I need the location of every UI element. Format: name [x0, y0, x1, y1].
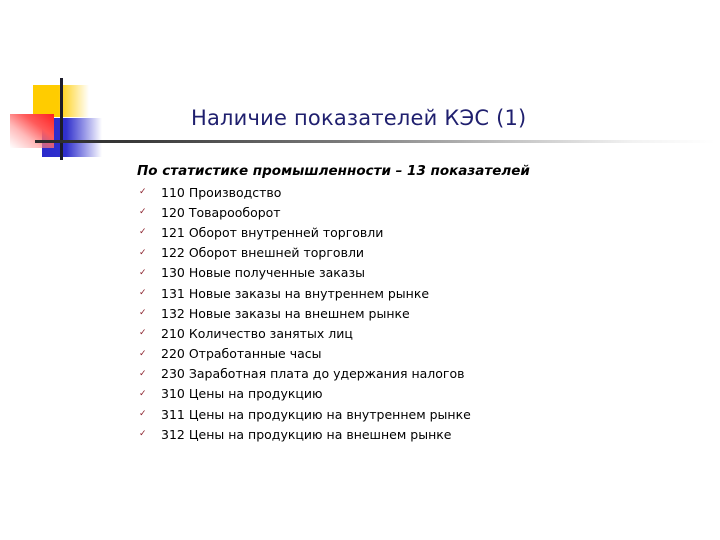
list-item: [137, 303, 471, 323]
checkmark-icon: ✓: [139, 267, 147, 278]
list-item-text: 131 Новые заказы на внутреннем рынке: [161, 285, 430, 301]
list-item: [137, 202, 471, 222]
checkmark-icon: ✓: [139, 328, 147, 339]
checkmark-icon: ✓: [139, 247, 147, 258]
list-item: [137, 263, 471, 283]
list-item: [137, 283, 471, 303]
slide-title: Наличие показателей КЭС (1): [191, 106, 527, 130]
checkmark-icon: ✓: [139, 348, 147, 359]
list-item: [137, 424, 471, 444]
list-item-text: 121 Оборот внутренней торговли: [161, 224, 384, 240]
list-item: [137, 404, 471, 424]
checkmark-icon: ✓: [139, 429, 147, 440]
list-item-text: 132 Новые заказы на внешнем рынке: [161, 305, 410, 321]
checkmark-icon: ✓: [139, 187, 147, 198]
section-heading: По статистике промышленности – 13 показателей: [137, 163, 530, 179]
checkmark-icon: ✓: [139, 207, 147, 218]
list-item: [137, 182, 471, 202]
list-item: [137, 344, 471, 364]
list-item-text: 110 Производство: [161, 184, 282, 200]
checkmark-icon: ✓: [139, 388, 147, 399]
list-item: [137, 323, 471, 343]
checkmark-icon: ✓: [139, 409, 147, 420]
checkmark-icon: ✓: [139, 288, 147, 299]
list-item-text: 122 Оборот внешней торговли: [161, 245, 365, 261]
list-item-text: 120 Товарооборот: [161, 204, 281, 220]
list-item-text: 311 Цены на продукцию на внутреннем рынке: [161, 406, 471, 422]
list-item-text: 130 Новые полученные заказы: [161, 265, 365, 281]
list-item-text: 210 Количество занятых лиц: [161, 325, 353, 341]
checkmark-icon: ✓: [139, 227, 147, 238]
list-item: [137, 384, 471, 404]
list-item: [137, 222, 471, 242]
checkmark-icon: ✓: [139, 308, 147, 319]
checkmark-icon: ✓: [139, 368, 147, 379]
list-item-text: 312 Цены на продукцию на внешнем рынке: [161, 426, 452, 442]
list-item-text: 310 Цены на продукцию: [161, 386, 323, 402]
list-item-text: 220 Отработанные часы: [161, 346, 322, 362]
indicator-list: [137, 182, 471, 444]
title-underline-divider: [35, 140, 715, 143]
list-item: [137, 243, 471, 263]
list-item-text: 230 Заработная плата до удержания налогов: [161, 366, 465, 382]
list-item: [137, 364, 471, 384]
decorative-vertical-line: [60, 78, 63, 160]
